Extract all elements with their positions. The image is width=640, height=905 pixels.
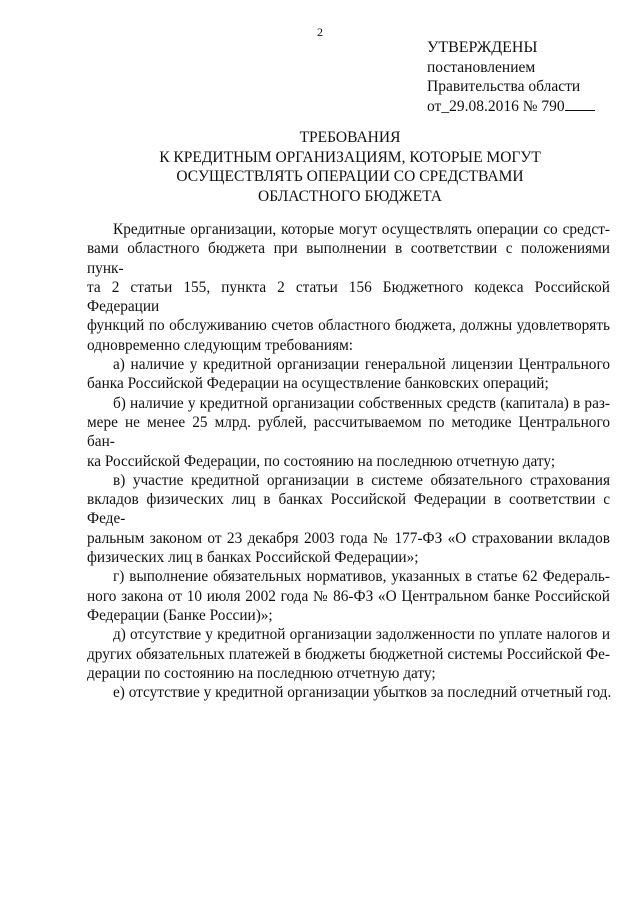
paragraph-line: ка Российской Федерации, по состоянию на последнюю отчетную дату; xyxy=(87,452,556,470)
page-number: 2 xyxy=(317,25,323,39)
paragraph-line: вкладов физических лиц в банках Российской Федерации в соответствии с Феде- xyxy=(87,491,610,528)
title-line-3: ОСУЩЕСТВЛЯТЬ ОПЕРАЦИИ СО СРЕДСТВАМИ xyxy=(176,168,524,185)
paragraph-line: мере не менее 25 млрд. рублей, рассчитываемом по методике Центрального бан- xyxy=(87,413,610,451)
paragraph-line: д) отсутствие у кредитной организации задолженности по уплате налогов и xyxy=(113,626,610,644)
paragraph-line: е) отсутствие у кредитной организации убытков за последний отчетный год. xyxy=(113,684,612,702)
paragraph-item-b xyxy=(87,394,610,471)
paragraph-line: в) участие кредитной организации в системе обязательного страхования xyxy=(113,471,610,489)
paragraph-line: функций по обслуживанию счетов областного бюджета, должны удовлетворять xyxy=(87,317,610,335)
paragraph-line: ральным законом от 23 декабря 2003 года № 177-ФЗ «О страховании вкладов xyxy=(87,529,610,547)
paragraph-line: вами областного бюджета при выполнении в соответствии с положениями пунк- xyxy=(87,240,610,277)
signature-blank xyxy=(565,97,595,111)
approval-heading: УТВЕРЖДЕНЫ xyxy=(427,39,538,56)
paragraph-line: б) наличие у кредитной организации собственных средств (капитала) в раз- xyxy=(113,394,610,412)
paragraph-line: одновременно следующим требованиям: xyxy=(87,336,354,354)
paragraph-line: а) наличие у кредитной организации генеральной лицензии Центрального xyxy=(113,356,610,374)
approval-date-line xyxy=(427,97,595,117)
approval-line-2: Правительства области xyxy=(427,78,581,95)
approval-stamp xyxy=(427,38,595,116)
approval-date: от_29.08.2016 № 790 xyxy=(427,97,565,115)
paragraph-item-e xyxy=(87,625,610,683)
paragraph-line: банка Российской Федерации на осуществление банковских операций; xyxy=(87,375,549,393)
approval-line-1: постановлением xyxy=(427,58,536,76)
paragraph-line: других обязательных платежей в бюджеты бюджетной системы Российской Фе- xyxy=(87,645,610,663)
document-title xyxy=(0,128,640,206)
paragraph-line: Федерации (Банке России)»; xyxy=(87,606,273,624)
paragraph-line: г) выполнение обязательных нормативов, указанных в статье 62 Федераль- xyxy=(113,568,610,586)
paragraph-item-a xyxy=(87,355,610,394)
paragraph-item-d xyxy=(87,567,610,625)
document-body xyxy=(87,220,610,702)
paragraph-item-f xyxy=(87,683,610,702)
paragraph-intro xyxy=(87,220,610,355)
title-line-2: К КРЕДИТНЫМ ОРГАНИЗАЦИЯМ, КОТОРЫЕ МОГУТ xyxy=(159,148,541,166)
paragraph-line: дерации по состоянию на последнюю отчетную дату; xyxy=(87,664,436,682)
title-line-4: ОБЛАСТНОГО БЮДЖЕТА xyxy=(258,187,442,205)
paragraph-line: ного закона от 10 июля 2002 года № 86-ФЗ «О Центральном банке Российской xyxy=(87,587,610,605)
paragraph-line: та 2 статьи 155, пункта 2 статьи 156 Бюджетного кодекса Российской Федерации xyxy=(87,278,610,316)
paragraph-line: физических лиц в банках Российской Федерации»; xyxy=(87,549,419,567)
paragraph-item-c xyxy=(87,471,610,567)
paragraph-line: Кредитные организации, которые могут осуществлять операции со средст- xyxy=(113,221,610,238)
title-line-1: ТРЕБОВАНИЯ xyxy=(299,129,401,146)
